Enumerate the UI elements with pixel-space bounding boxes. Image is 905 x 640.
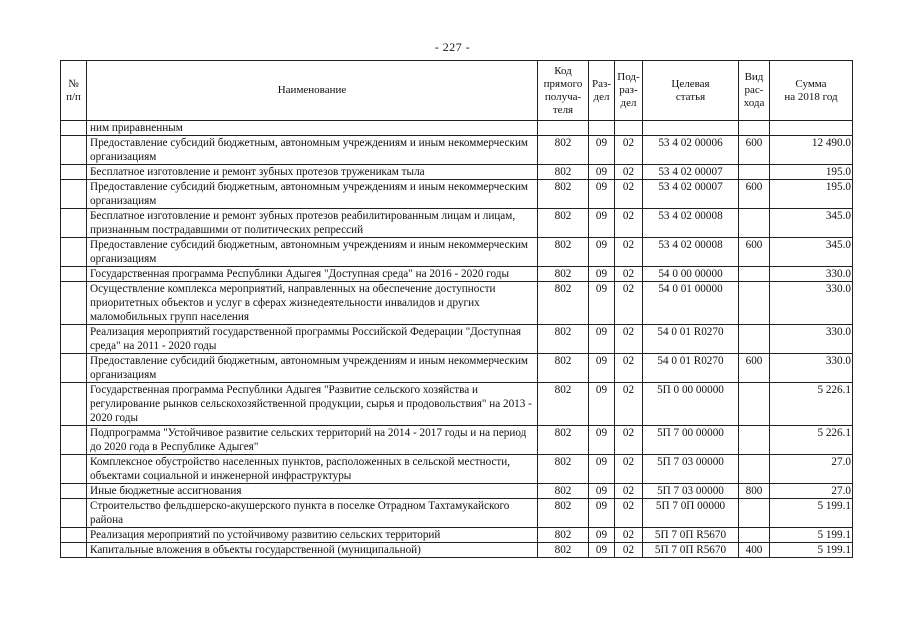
row-section: 09 [589,136,615,165]
row-target: 54 0 01 00000 [643,282,739,325]
row-num [61,426,87,455]
row-expense-type [739,426,770,455]
row-target: 54 0 01 R0270 [643,354,739,383]
row-target: 5П 7 03 00000 [643,484,739,499]
row-target: 53 4 02 00006 [643,136,739,165]
table-row [61,543,853,558]
row-num [61,282,87,325]
row-code [538,121,589,136]
table-row [61,136,853,165]
row-sum: 330.0 [770,325,853,354]
row-name: Предоставление субсидий бюджетным, автономным учреждениям и иным некоммерческим организациям [87,136,538,165]
row-sum: 330.0 [770,354,853,383]
row-subsection: 02 [615,282,643,325]
row-num [61,528,87,543]
row-sum: 195.0 [770,165,853,180]
row-subsection: 02 [615,426,643,455]
row-target: 5П 7 0П 00000 [643,499,739,528]
table-row [61,426,853,455]
row-section: 09 [589,426,615,455]
row-sum: 27.0 [770,484,853,499]
row-code: 802 [538,136,589,165]
page-number: - 227 - [434,40,471,54]
row-expense-type: 800 [739,484,770,499]
table-row [61,528,853,543]
row-code: 802 [538,354,589,383]
row-target: 5П 0 00 00000 [643,383,739,426]
row-expense-type [739,383,770,426]
row-expense-type [739,499,770,528]
row-sum [770,121,853,136]
row-sum: 345.0 [770,238,853,267]
row-target: 5П 7 00 00000 [643,426,739,455]
row-code: 802 [538,238,589,267]
row-expense-type [739,121,770,136]
table-row [61,354,853,383]
table-row [61,209,853,238]
row-name: Строительство фельдшерско-акушерского пункта в поселке Отрадном Тахтамукайского района [87,499,538,528]
row-name: Государственная программа Республики Адыгея "Доступная среда" на 2016 - 2020 годы [87,267,538,282]
row-name: Бесплатное изготовление и ремонт зубных протезов реабилитированным лицам и лицам, признанным пострадавшими от политических репрессий [87,209,538,238]
row-name: Предоставление субсидий бюджетным, автономным учреждениям и иным некоммерческим организациям [87,238,538,267]
row-sum: 330.0 [770,267,853,282]
header-section: Раз- дел [589,61,615,121]
row-target: 53 4 02 00007 [643,180,739,209]
row-code: 802 [538,209,589,238]
row-code: 802 [538,543,589,558]
row-name: ним приравненным [87,121,538,136]
budget-table [60,60,853,558]
row-target [643,121,739,136]
row-subsection: 02 [615,455,643,484]
row-num [61,325,87,354]
row-name: Реализация мероприятий государственной программы Российской Федерации "Доступная среда" на 2011 - 2020 годы [87,325,538,354]
row-code: 802 [538,325,589,354]
row-code: 802 [538,455,589,484]
row-name: Капитальные вложения в объекты государственной (муниципальной) [87,543,538,558]
row-section: 09 [589,499,615,528]
row-sum: 12 490.0 [770,136,853,165]
row-code: 802 [538,383,589,426]
row-num [61,383,87,426]
row-code: 802 [538,499,589,528]
row-sum: 5 226.1 [770,426,853,455]
row-expense-type [739,267,770,282]
header-code: Код прямого получа- теля [538,61,589,121]
row-subsection: 02 [615,267,643,282]
table-row [61,325,853,354]
header-name: Наименование [87,61,538,121]
row-sum: 5 226.1 [770,383,853,426]
table-row [61,484,853,499]
row-target: 53 4 02 00007 [643,165,739,180]
row-section: 09 [589,484,615,499]
row-sum: 5 199.1 [770,499,853,528]
row-num [61,209,87,238]
table-body [61,121,853,558]
row-subsection: 02 [615,165,643,180]
header-subsection: Под- раз- дел [615,61,643,121]
row-subsection: 02 [615,238,643,267]
row-num [61,499,87,528]
table-row [61,238,853,267]
row-name: Иные бюджетные ассигнования [87,484,538,499]
row-subsection: 02 [615,180,643,209]
row-target: 5П 7 0П R5670 [643,543,739,558]
row-sum: 345.0 [770,209,853,238]
row-section: 09 [589,528,615,543]
table-row [61,499,853,528]
row-expense-type: 600 [739,354,770,383]
row-section: 09 [589,383,615,426]
row-section: 09 [589,543,615,558]
table-row [61,165,853,180]
table-row [61,180,853,209]
row-name: Комплексное обустройство населенных пунктов, расположенных в сельской местности, объектами социальной и инженерной инфраструктуры [87,455,538,484]
row-target: 53 4 02 00008 [643,209,739,238]
row-section: 09 [589,455,615,484]
row-expense-type: 600 [739,180,770,209]
row-num [61,180,87,209]
row-name: Подпрограмма "Устойчивое развитие сельских территорий на 2014 - 2017 годы и на период до 2020 года в Республике Адыгея" [87,426,538,455]
row-subsection: 02 [615,499,643,528]
row-section: 09 [589,354,615,383]
header-sum: Сумма на 2018 год [770,61,853,121]
row-expense-type [739,209,770,238]
row-target: 54 0 01 R0270 [643,325,739,354]
row-code: 802 [538,267,589,282]
row-num [61,354,87,383]
row-name: Государственная программа Республики Адыгея "Развитие сельского хозяйства и регулирование рынков сельскохозяйственной продукции, сырья и продовольствия" на 2013 - 2020 годы [87,383,538,426]
row-expense-type: 600 [739,238,770,267]
row-expense-type: 600 [739,136,770,165]
row-section [589,121,615,136]
row-target: 53 4 02 00008 [643,238,739,267]
row-sum: 195.0 [770,180,853,209]
row-code: 802 [538,484,589,499]
row-code: 802 [538,165,589,180]
row-num [61,267,87,282]
header-num: № п/п [61,61,87,121]
row-subsection: 02 [615,484,643,499]
row-subsection: 02 [615,354,643,383]
row-subsection: 02 [615,136,643,165]
row-subsection: 02 [615,383,643,426]
row-section: 09 [589,209,615,238]
row-section: 09 [589,180,615,209]
row-code: 802 [538,282,589,325]
row-num [61,136,87,165]
row-subsection: 02 [615,528,643,543]
row-target: 5П 7 03 00000 [643,455,739,484]
row-code: 802 [538,528,589,543]
row-name: Предоставление субсидий бюджетным, автономным учреждениям и иным некоммерческим организациям [87,354,538,383]
row-num [61,455,87,484]
row-num [61,165,87,180]
row-sum: 5 199.1 [770,543,853,558]
row-subsection: 02 [615,543,643,558]
table-row [61,121,853,136]
row-name: Бесплатное изготовление и ремонт зубных протезов труженикам тыла [87,165,538,180]
row-name: Осуществление комплекса мероприятий, направленных на обеспечение доступности приоритетных объектов и услуг в сферах жизнедеятельности инвалидов и других маломобильных групп населения [87,282,538,325]
row-expense-type [739,165,770,180]
row-code: 802 [538,426,589,455]
row-sum: 330.0 [770,282,853,325]
row-num [61,484,87,499]
row-subsection [615,121,643,136]
row-section: 09 [589,282,615,325]
table-row [61,383,853,426]
row-name: Реализация мероприятий по устойчивому развитию сельских территорий [87,528,538,543]
row-num [61,121,87,136]
row-section: 09 [589,165,615,180]
row-num [61,238,87,267]
row-sum: 5 199.1 [770,528,853,543]
row-expense-type: 400 [739,543,770,558]
header-target: Целевая статья [643,61,739,121]
row-expense-type [739,282,770,325]
header-expense-type: Вид рас- хода [739,61,770,121]
table-row [61,455,853,484]
row-expense-type [739,325,770,354]
table-row [61,267,853,282]
row-sum: 27.0 [770,455,853,484]
row-section: 09 [589,267,615,282]
row-expense-type [739,528,770,543]
row-target: 5П 7 0П R5670 [643,528,739,543]
row-name: Предоставление субсидий бюджетным, автономным учреждениям и иным некоммерческим организациям [87,180,538,209]
row-num [61,543,87,558]
row-expense-type [739,455,770,484]
row-section: 09 [589,238,615,267]
row-subsection: 02 [615,325,643,354]
table-header-row [61,61,853,121]
table-row [61,282,853,325]
row-subsection: 02 [615,209,643,238]
row-section: 09 [589,325,615,354]
row-target: 54 0 00 00000 [643,267,739,282]
row-code: 802 [538,180,589,209]
